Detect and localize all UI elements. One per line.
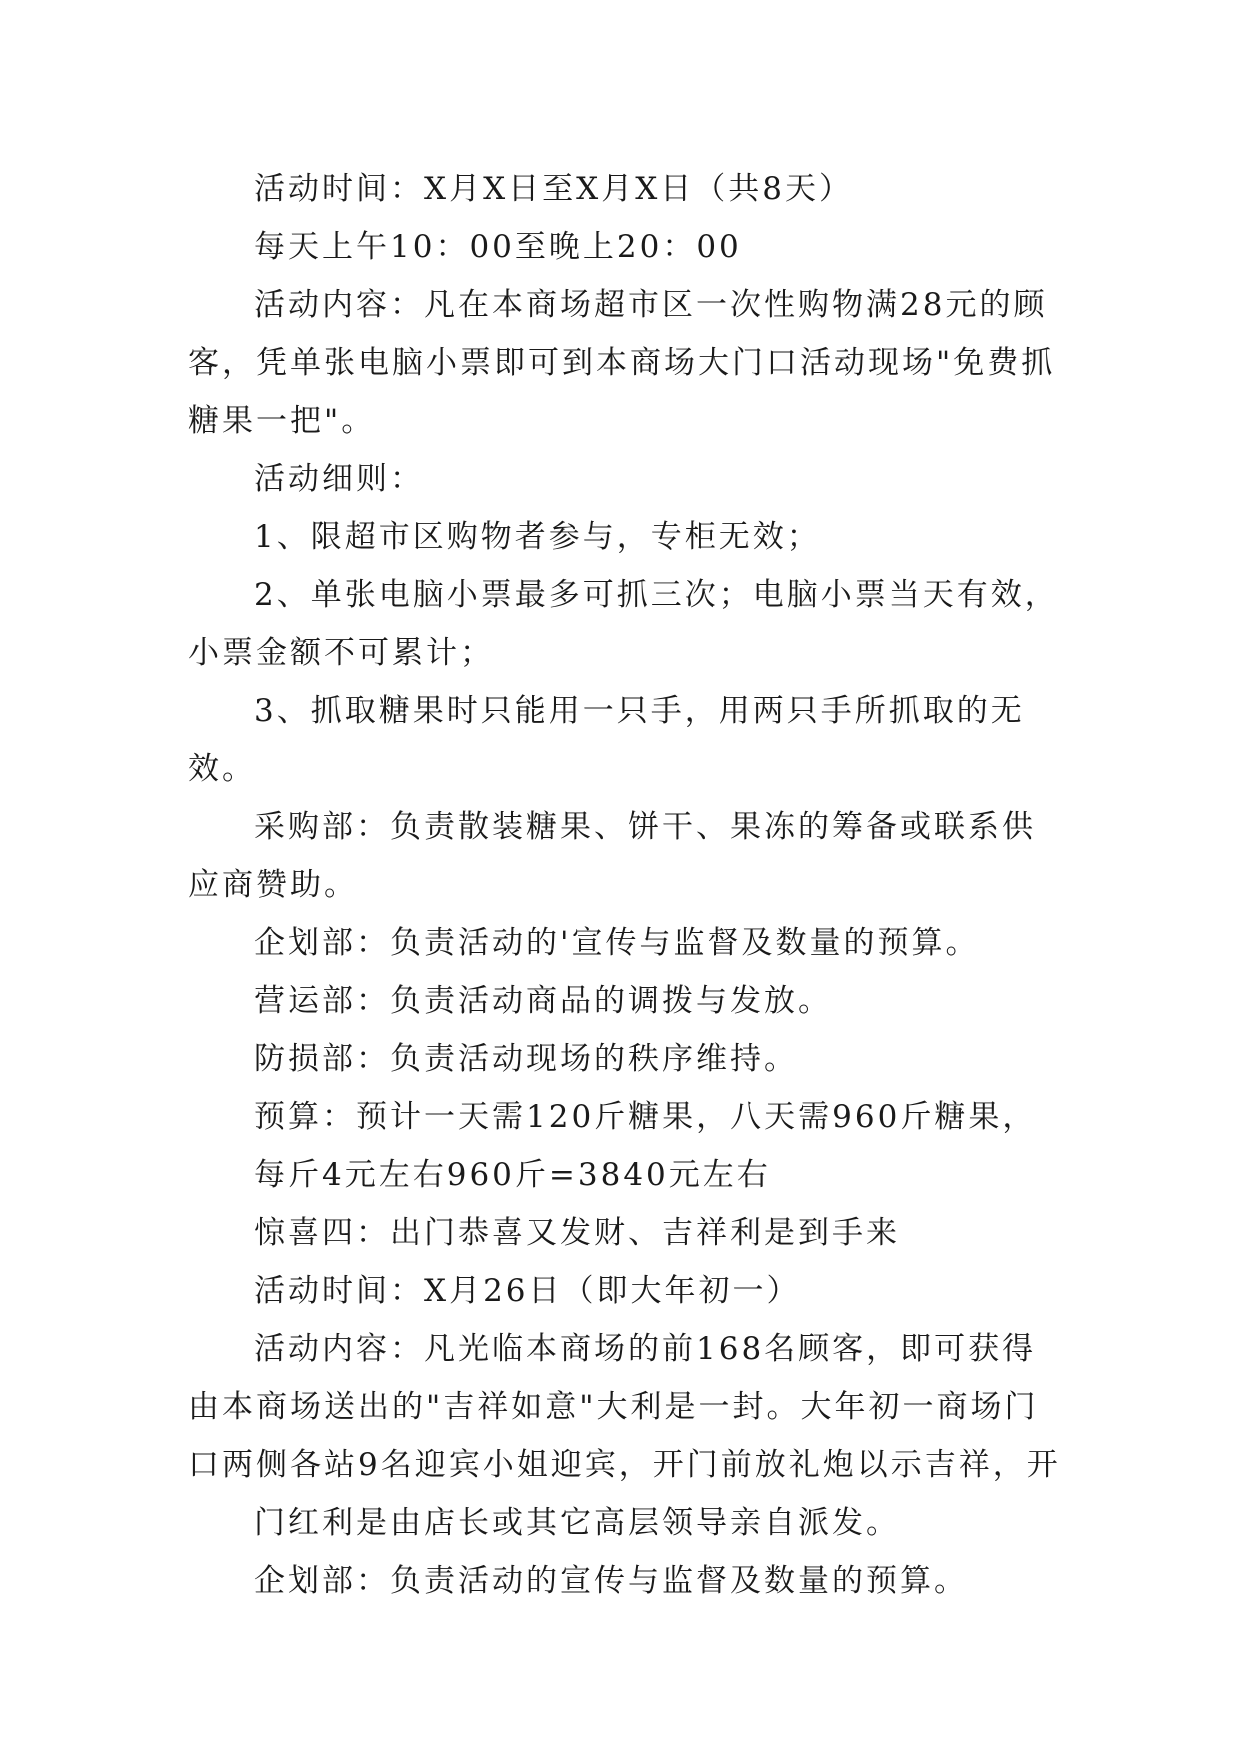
paragraph-rule-1: 1、限超市区购物者参与，专柜无效；: [254, 519, 821, 555]
paragraph-activity-content-2: 活动内容：凡光临本商场的前168名顾客，即可获得由本商场送出的"吉祥如意"大利是一封。大年初一商场门口两侧各站9名迎宾小姐迎宾，开门前放礼炮以示吉祥，开: [188, 1331, 1061, 1483]
document-body: [188, 160, 1068, 1610]
paragraph-rule-2: 2、单张电脑小票最多可抓三次；电脑小票当天有效，小票金额不可累计；: [188, 577, 1059, 671]
paragraph-planning-dept: 企划部：负责活动的'宣传与监督及数量的预算。: [254, 925, 980, 961]
paragraph-rules-heading: 活动细则：: [254, 461, 424, 497]
paragraph-planning-dept-2: 企划部：负责活动的宣传与监督及数量的预算。: [254, 1563, 968, 1599]
paragraph-budget: 预算：预计一天需120斤糖果，八天需960斤糖果，: [254, 1099, 1037, 1135]
paragraph-activity-time-2: 活动时间：X月26日（即大年初一）: [254, 1273, 801, 1309]
paragraph-daily-hours: 每天上午10：00至晚上20：00: [254, 229, 742, 265]
paragraph-budget-total: 每斤4元左右960斤=3840元左右: [254, 1157, 771, 1193]
paragraph-rule-3: 3、抓取糖果时只能用一只手，用两只手所抓取的无效。: [188, 693, 1025, 787]
paragraph-operations-dept: 营运部：负责活动商品的调拨与发放。: [254, 983, 832, 1019]
paragraph-surprise-four: 惊喜四：出门恭喜又发财、吉祥利是到手来: [254, 1215, 900, 1251]
paragraph-loss-prevention-dept: 防损部：负责活动现场的秩序维持。: [254, 1041, 798, 1077]
paragraph-activity-time: 活动时间：X月X日至X月X日（共8天）: [254, 171, 853, 207]
paragraph-red-envelope-distribution: 门红利是由店长或其它高层领导亲自派发。: [254, 1505, 900, 1541]
paragraph-purchasing-dept: 采购部：负责散装糖果、饼干、果冻的筹备或联系供应商赞助。: [188, 809, 1036, 903]
paragraph-activity-content: 活动内容：凡在本商场超市区一次性购物满28元的顾客，凭单张电脑小票即可到本商场大门口活动现场"免费抓糖果一把"。: [188, 287, 1056, 439]
